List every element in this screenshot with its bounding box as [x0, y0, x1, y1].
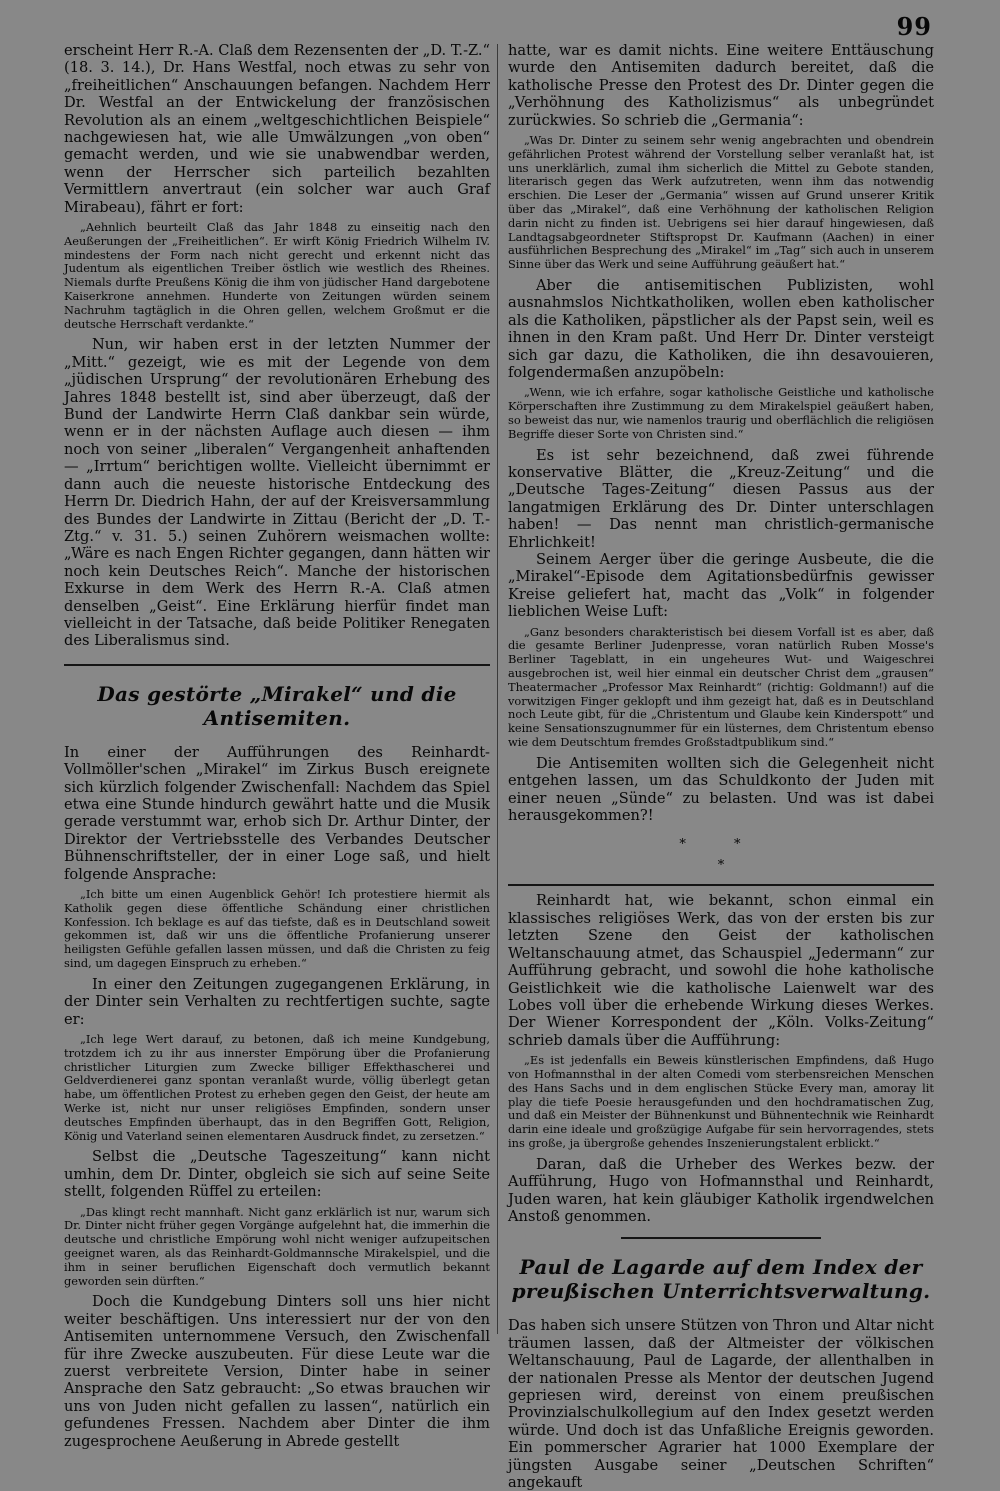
paragraph: Daran, daß die Urheber des Werkes bezw. der Aufführung, Hugo von Hofmannsthal und Reinhardt, Juden waren, hat kein gläubiger Katholik irgendwelchen Anstoß genommen. — [508, 1155, 934, 1225]
left-column — [64, 42, 490, 1450]
article-heading: Das gestörte „Mirakel“ und die Antisemiten. — [97, 681, 457, 730]
paragraph: Nun, wir haben erst in der letzten Nummer der „Mitt.“ gezeigt, wie es mit der Legende von dem „jüdischen Ursprung“ der revolutionären Erhebung des Jahres 1848 bestellt ist, sind aber überzeugt, daß der Bund der Landwirte Herrn Claß dankbar sein würde, wenn er in der nächsten Auflage auch diesen — ihm noch von seiner „liberalen“ Vergangenheit anhaftenden — „Irrtum“ berichtigen wollte. Vielleicht übernimmt er dann auch die neueste historische Entdeckung des Herrn Dr. Diedrich Hahn, der auf der Kreisversammlung des Bundes der Landwirte in Zittau (Bericht der „D. T.-Ztg.“ v. 31. 5.) seinen Zuhörern weismachen wollte: „Wäre es nach Engen Richter gegangen, dann hätten wir noch kein Deutsches Reich“. Manche der historischen Exkurse in dem Werk des Herrn R.-A. Claß atmen denselben „Geist“. Eine Erklärung hierfür findet man vielleicht in der Tatsache, daß beide Politiker Renegaten des Liberalismus sind. — [64, 336, 490, 650]
paragraph: Das haben sich unsere Stützen von Thron und Altar nicht träumen lassen, daß der Altmeister der völkischen Weltanschauung, Paul de Lagarde, der allenthalben in der nationalen Presse als Mentor der deutschen Jugend gepriesen wird, dereinst von einem preußischen Provinzialschulkollegium auf den Index gesetzt werden würde. Und doch ist das Unfaßliche Ereignis geworden. Ein pommerscher Agrarier hat 1000 Exemplare der jüngsten Ausgabe seiner „Deutschen Schriften“ angekauft — [508, 1317, 934, 1491]
paragraph: Doch die Kundgebung Dinters soll uns hier nicht weiter beschäftigen. Uns interessiert nur der von den Antisemiten unternommene Versuch, den Zwischenfall für ihre Zwecke auszubeuten. Für diese Leute war die zuerst verbreitete Version, Dinter habe in seiner Ansprache den Satz gebraucht: „So etwas brauchen wir uns von Juden nicht gefallen zu lassen“, natürlich ein gefundenes Fressen. Nachdem aber Dinter die ihm zugesprochene Aeußerung in Abrede gestellt — [64, 1293, 490, 1450]
column-divider — [497, 44, 498, 1334]
quotation: „Ganz besonders charakteristisch bei diesem Vorfall ist es aber, daß die gesamte Berliner Judenpresse, voran natürlich Ruben Mosse's Berliner Tageblatt, in ein ungeheures Wut- und Waigeschrei ausgebrochen ist, weil hier einmal ein deutscher Christ dem „grausen“ Theatermacher „Professor Max Reinhardt“ (richtig: Goldmann!) auf die vorwitzigen Finger geklopft und ihm gezeigt hat, daß es in Deutschland noch Leute gibt, für die „Christentum und Glaube kein Kinderspott“ und keine Sensationszugnummer für ein lüsternes, dem Christentum ebenso wie dem Deutschtum fremdes Großstadtpublikum sind.“ — [508, 624, 934, 750]
quotation: „Das klingt recht mannhaft. Nicht ganz erklärlich ist nur, warum sich Dr. Dinter nicht früher gegen Vorgänge aufgelehnt hat, die immerhin die deutsche und christliche Empörung wohl nicht weniger aufzupeitschen geeignet waren, als das Reinhardt-Goldmannsche Mirakelspiel, und die ihm in seiner beruflichen Eigenschaft doch vermutlich bekannt geworden sein dürften.“ — [64, 1204, 490, 1288]
paragraph: Aber die antisemitischen Publizisten, wohl ausnahmslos Nichtkatholiken, wollen eben katholischer als die Katholiken, päpstlicher als der Papst sein, weil es ihnen in den Kram paßt. Und Herr Dr. Dinter versteigt sich gar dazu, die Katholiken, die ihn desavouieren, folgendermaßen anzupöbeln: — [508, 277, 934, 382]
paragraph: Die Antisemiten wollten sich die Gelegenheit nicht entgehen lassen, um das Schuldkonto der Juden mit einer neuen „Sünde“ zu belasten. Und was ist dabei herausgekommen?! — [508, 754, 934, 825]
quotation: „Es ist jedenfalls ein Beweis künstlerischen Empfindens, daß Hugo von Hofmannsthal in der alten Comedi vom sterbensreichen Menschen des Hans Sachs und in dem englischen Stücke Every man, amoray lit play die tiefe Poesie herausgefunden und den hochdramatischen Zug, und daß ein Meister der Bühnenkunst und Bühnentechnik wie Reinhardt darin eine ideale und großzügige Aufgabe für sein hervorragendes, stets ins große, ja übergroße gehendes Inszenierungstalent erblickt.“ — [508, 1053, 934, 1150]
paragraph: erscheint Herr R.-A. Claß dem Rezensenten der „D. T.-Z.“ (18. 3. 14.), Dr. Hans Westfal, noch etwas zu sehr von „freiheitlichen“ Anschauungen befangen. Nachdem Herr Dr. Westfal an der Entwickelung der französischen Revolution als an einem „weltgeschichtlichen Beispiele“ nachgewiesen hat, wie alle Umwälzungen „von oben“ gemacht werden, und wie sie unabwendbar werden, wenn der Herrscher sich parteilich bezahlten Vermittlern anvertraut (ein solcher war auch Graf Mirabeau), fährt er fort: — [64, 42, 490, 216]
paragraph: Selbst die „Deutsche Tageszeitung“ kann nicht umhin, dem Dr. Dinter, obgleich sie sich auf seine Seite stellt, folgenden Rüffel zu erteilen: — [64, 1148, 490, 1201]
quotation: „Was Dr. Dinter zu seinem sehr wenig angebrachten und obendrein gefährlichen Protest während der Vorstellung selber veranlaßt hat, ist uns unerklärlich, zumal ihm sicherlich die Mittel zu Gebote standen, literarisch gegen das Werk aufzutreten, wenn ihm das notwendig erschien. Die Leser der „Germania“ wissen auf Grund unserer Kritik über das „Mirakel“, daß eine Verhöhnung der katholischen Religion darin nicht zu finden ist. Uebrigens sei hier darauf hingewiesen, daß Landtagsabgeordneter Stiftspropst Dr. Kaufmann (Aachen) in einer ausführlichen Besprechung des „Mirakel“ im „Tag“ sich auch in unserem Sinne über das Werk und seine Aufführung geäußert hat.“ — [508, 133, 934, 272]
page-number: 99 — [896, 12, 932, 41]
paragraph: Reinhardt hat, wie bekannt, schon einmal ein klassisches religiöses Werk, das von der ersten bis zur letzten Szene den Geist der katholischen Weltanschauung atmet, das Schauspiel „Jedermann“ zur Aufführung gebracht, und sowohl die hohe katholische Geistlichkeit wie die katholische Laienwelt war des Lobes voll über die erhebende Wirkung dieses Werkes. Der Wiener Korrespondent der „Köln. Volks-Zeitung“ schrieb damals über die Aufführung: — [508, 892, 934, 1049]
quotation: „Aehnlich beurteilt Claß das Jahr 1848 zu einseitig nach den Aeußerungen der „Freiheitlichen“. Er wirft König Friedrich Wilhelm IV. mindestens der Form nach nicht gerecht und erkennt nicht das Judentum als eigentlichen Treiber östlich wie westlich des Rheines. Niemals durfte Preußens König die ihm von jüdischer Hand dargebotene Kaiserkrone annehmen. Hunderte von Zeitungen würden seinem Nachruhm tagtäglich in die Ohren gellen, welchem Großmut er die deutsche Herrschaft verdankte.“ — [64, 220, 490, 331]
paragraph: In einer der Aufführungen des Reinhardt-Vollmöller'schen „Mirakel“ im Zirkus Busch ereignete sich kürzlich folgender Zwischenfall: Nachdem das Spiel etwa eine Stunde hindurch gewährt hatte und die Musik gerade verstummt war, erhob sich Dr. Arthur Dinter, der Direktor der Vertriebsstelle des Verbandes Deutscher Bühnenschriftsteller, der in einer Loge saß, und hielt folgende Ansprache: — [64, 743, 490, 883]
quotation: „Ich bitte um einen Augenblick Gehör! Ich protestiere hiermit als Katholik gegen diese öffentliche Schändung einer christlichen Konfession. Ich beklage es auf das tiefste, daß es in Deutschland soweit gekommen ist, daß wir uns die öffentliche Profanierung unserer heiligsten Gefühle gefallen lassen müssen, und daß die Christen zu feig sind, um dagegen Einspruch zu erheben.“ — [64, 887, 490, 970]
paragraph: Seinem Aerger über die geringe Ausbeute, die die „Mirakel“-Episode dem Agitationsbedürfnis gewisser Kreise geliefert hat, macht das „Volk“ in folgender lieblichen Weise Luft: — [508, 551, 934, 621]
right-column — [508, 42, 934, 1491]
section-separator-star: * — [717, 858, 725, 874]
section-rule — [508, 884, 934, 886]
quotation: „Wenn, wie ich erfahre, sogar katholische Geistliche und katholische Körperschaften ihre Zustimmung zu dem Mirakelspiel geäußert haben, so beweist das nur, wie namenlos traurig und oberflächlich die religiösen Begriffe dieser Sorte von Christen sind.“ — [508, 385, 934, 441]
section-rule — [621, 1237, 821, 1239]
paragraph: Es ist sehr bezeichnend, daß zwei führende konservative Blätter, die „Kreuz-Zeitung“ und die „Deutsche Tages-Zeitung“ diesen Passus aus der langatmigen Erklärung des Dr. Dinter unterschlagen haben! — Das nennt man christlich-germanische Ehrlichkeit! — [508, 446, 934, 551]
section-separator-stars: * * — [679, 837, 763, 853]
section-rule — [64, 664, 490, 666]
quotation: „Ich lege Wert darauf, zu betonen, daß ich meine Kundgebung, trotzdem ich zu ihr aus innerster Empörung über die Profanierung christlicher Liturgien zum Zwecke billiger Effekthascherei und Geldverdienerei ganz spontan veranlaßt wurde, völlig überlegt getan habe, um öffentlichen Protest zu erheben gegen den Geist, der heute am Werke ist, nicht nur unser religiöses Empfinden, sondern unser deutsches Empfinden überhaupt, das in den Begriffen Gott, Religion, König und Vaterland seinen elementaren Ausdruck findet, zu zersetzen.“ — [64, 1032, 490, 1143]
article-heading: Paul de Lagarde auf dem Index der preußischen Unterrichtsverwaltung. — [511, 1255, 931, 1304]
paragraph: In einer den Zeitungen zugegangenen Erklärung, in der Dinter sein Verhalten zu rechtfertigen suchte, sagte er: — [64, 975, 490, 1028]
paragraph: hatte, war es damit nichts. Eine weitere Enttäuschung wurde den Antisemiten dadurch bereitet, daß die katholische Presse den Protest des Dr. Dinter gegen die „Verhöhnung des Katholizismus“ als unbegründet zurückwies. So schrieb die „Germania“: — [508, 42, 934, 129]
